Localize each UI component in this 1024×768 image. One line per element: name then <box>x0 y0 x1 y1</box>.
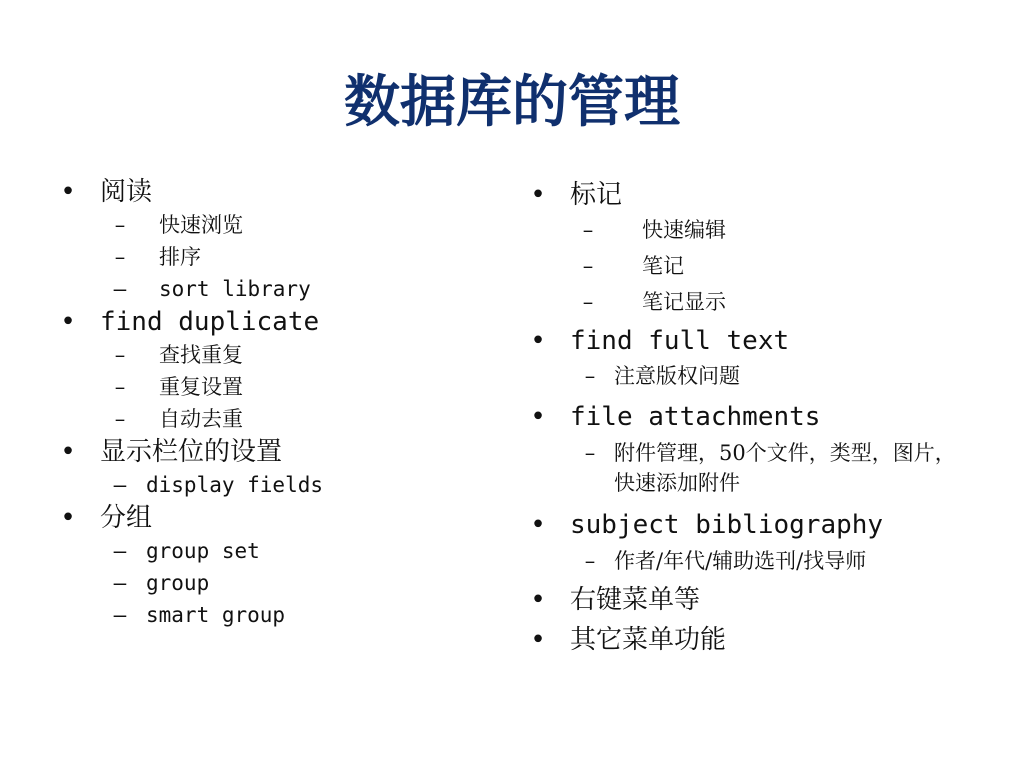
bullet-label: subject bibliography <box>570 510 884 540</box>
sub-item <box>528 284 988 320</box>
dash-icon: – <box>584 441 596 465</box>
sub-item-label: smart group <box>146 603 286 627</box>
sub-item <box>528 212 988 248</box>
bullet-dot-icon: • <box>60 307 76 337</box>
bullet-dot-icon: • <box>530 625 546 655</box>
dash-icon: – <box>114 245 126 269</box>
dash-icon: – <box>113 603 127 627</box>
dash-icon: – <box>582 218 594 242</box>
dash-icon: – <box>113 277 127 301</box>
sub-item-label: group <box>146 571 210 595</box>
sub-item-label: 笔记显示 <box>642 290 726 314</box>
bullet-label: 显示栏位的设置 <box>100 437 283 467</box>
bullet-label: find duplicate <box>100 307 320 337</box>
sub-item <box>528 358 988 394</box>
bullet-dot-icon: • <box>530 326 546 356</box>
sub-item <box>58 209 478 241</box>
bullet-label: file attachments <box>570 402 821 432</box>
bullet-item <box>528 178 988 212</box>
bullet-item <box>528 620 988 660</box>
sub-item-label: sort library <box>159 277 311 301</box>
sub-item-label: 作者/年代/辅助选刊/找导师 <box>614 549 867 573</box>
bullet-label: 分组 <box>100 503 153 533</box>
sub-item <box>58 535 478 567</box>
sub-item-label: 快速编辑 <box>642 218 726 242</box>
bullet-item <box>58 501 478 535</box>
sub-item-label: 注意版权问题 <box>614 364 740 388</box>
dash-icon: – <box>114 375 126 399</box>
sub-item-label: 自动去重 <box>159 407 243 431</box>
sub-item <box>528 438 984 498</box>
bullet-item <box>58 305 478 339</box>
sub-item-label: 附件管理，50个文件，类型，图片，快速添加附件 <box>614 441 956 495</box>
dash-icon: – <box>584 364 596 388</box>
bullet-item <box>528 400 988 434</box>
dash-icon: – <box>584 549 596 573</box>
sub-item <box>58 469 478 501</box>
bullet-item <box>528 580 988 620</box>
sub-item-label: 笔记 <box>642 254 684 278</box>
sub-item <box>58 403 478 435</box>
dash-icon: – <box>114 213 126 237</box>
bullet-dot-icon: • <box>60 177 76 207</box>
dash-icon: – <box>113 473 127 497</box>
sub-item <box>528 542 988 580</box>
bullet-dot-icon: • <box>530 180 546 210</box>
sub-item-label: group set <box>146 539 260 563</box>
bullet-item <box>58 435 478 469</box>
sub-item-label: display fields <box>146 473 324 497</box>
sub-item <box>528 248 988 284</box>
bullet-label: 阅读 <box>100 177 153 207</box>
bullet-label: 标记 <box>570 180 623 210</box>
sub-item-label: 查找重复 <box>159 343 243 367</box>
bullet-dot-icon: • <box>530 402 546 432</box>
right-column <box>528 178 988 660</box>
sub-item-label: 排序 <box>159 245 201 269</box>
dash-icon: – <box>582 290 594 314</box>
sub-item <box>58 371 478 403</box>
bullet-dot-icon: • <box>60 503 76 533</box>
bullet-label: find full text <box>570 326 790 356</box>
sub-item <box>58 339 478 371</box>
dash-icon: – <box>113 539 127 563</box>
left-column <box>58 175 478 631</box>
bullet-dot-icon: • <box>60 437 76 467</box>
dash-icon: – <box>114 407 126 431</box>
sub-item-label: 重复设置 <box>159 375 243 399</box>
dash-icon: – <box>113 571 127 595</box>
sub-item <box>58 273 478 305</box>
bullet-dot-icon: • <box>530 585 546 615</box>
bullet-item <box>58 175 478 209</box>
dash-icon: – <box>114 343 126 367</box>
bullet-item <box>528 324 988 358</box>
dash-icon: – <box>582 254 594 278</box>
sub-item <box>58 599 478 631</box>
bullet-dot-icon: • <box>530 510 546 540</box>
sub-item-label: 快速浏览 <box>159 213 243 237</box>
bullet-label: 其它菜单功能 <box>570 625 727 655</box>
bullet-label: 右键菜单等 <box>570 585 701 615</box>
sub-item <box>58 241 478 273</box>
sub-item <box>58 567 478 599</box>
slide-title: 数据库的管理 <box>344 69 680 135</box>
bullet-item <box>528 508 988 542</box>
